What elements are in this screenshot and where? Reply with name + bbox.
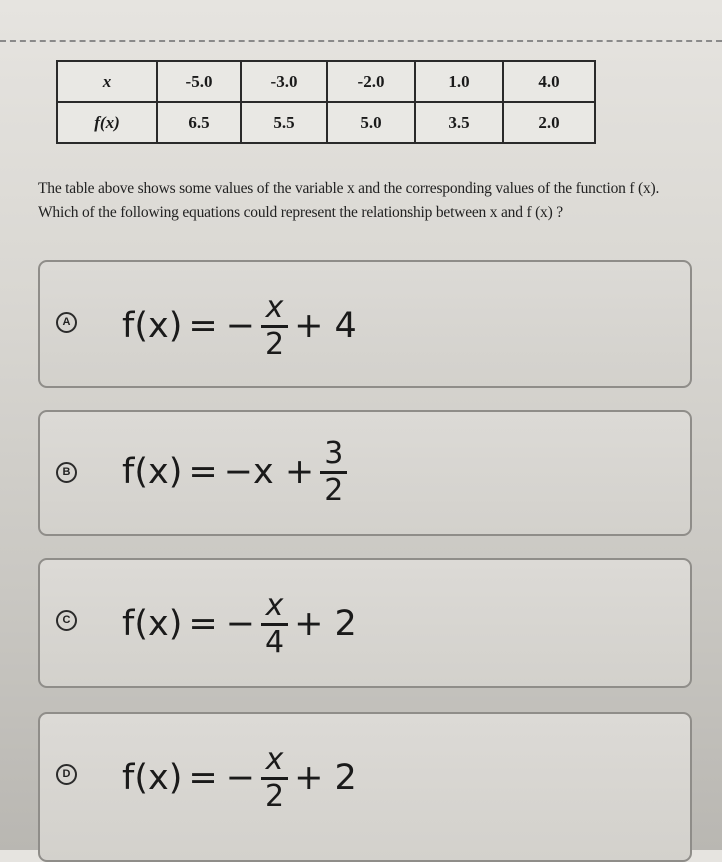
option-letter-d-icon: D — [56, 764, 77, 785]
question-line-2: Which of the following equations could represent the relationship between x and f (x) ? — [38, 204, 563, 221]
answer-option-a[interactable] — [38, 260, 692, 388]
question-line-1: The table above shows some values of the variable x and the corresponding values of the function f (x). — [38, 180, 660, 197]
fraction-numerator: x — [265, 289, 284, 325]
values-table — [56, 60, 596, 144]
formula-fraction — [261, 291, 288, 362]
option-d-formula — [122, 736, 357, 820]
formula-lhs: f(x) — [122, 604, 183, 644]
table-cell: 4.0 — [503, 61, 595, 102]
formula-lhs: f(x) — [122, 758, 183, 798]
fraction-numerator: x — [265, 587, 284, 623]
formula-tail: + 2 — [294, 758, 357, 798]
table-header-x: x — [57, 61, 157, 102]
formula-tail: + 4 — [294, 306, 357, 346]
table-cell: 3.5 — [415, 102, 503, 143]
answer-option-b[interactable] — [38, 410, 692, 536]
formula-equals: = — [188, 604, 218, 644]
formula-sign: − — [225, 604, 256, 644]
formula-sign: − — [225, 306, 256, 346]
table-cell: 6.5 — [157, 102, 241, 143]
formula-equals: = — [188, 452, 218, 492]
answer-option-d[interactable] — [38, 712, 692, 862]
fraction-denominator: 2 — [261, 777, 288, 814]
formula-sign: − — [225, 758, 256, 798]
table-header-fx: f(x) — [57, 102, 157, 143]
formula-fraction — [261, 589, 288, 660]
formula-tail: + 2 — [294, 604, 357, 644]
dashed-divider — [0, 40, 722, 42]
table-cell: -3.0 — [241, 61, 327, 102]
answer-option-c[interactable] — [38, 558, 692, 688]
option-letter-c-icon: C — [56, 610, 77, 631]
fraction-denominator: 4 — [261, 623, 288, 660]
formula-fraction — [261, 743, 288, 814]
formula-equals: = — [188, 306, 218, 346]
fraction-denominator: 2 — [261, 325, 288, 362]
option-letter-a-icon: A — [56, 312, 77, 333]
fraction-numerator: x — [265, 741, 284, 777]
option-letter-b-icon: B — [56, 462, 77, 483]
fraction-numerator: 3 — [324, 435, 344, 471]
formula-fraction — [320, 437, 347, 508]
table-row-x — [57, 61, 595, 102]
option-b-formula — [122, 430, 353, 514]
formula-lead: −x + — [223, 452, 315, 492]
formula-equals: = — [188, 758, 218, 798]
table-cell: -2.0 — [327, 61, 415, 102]
table-row-fx — [57, 102, 595, 143]
option-c-formula — [122, 582, 357, 666]
table-cell: -5.0 — [157, 61, 241, 102]
formula-lhs: f(x) — [122, 306, 183, 346]
table-cell: 5.0 — [327, 102, 415, 143]
fraction-denominator: 2 — [320, 471, 347, 508]
question-text — [38, 177, 718, 225]
table-cell: 2.0 — [503, 102, 595, 143]
table-cell: 1.0 — [415, 61, 503, 102]
option-a-formula — [122, 284, 357, 368]
table-cell: 5.5 — [241, 102, 327, 143]
formula-lhs: f(x) — [122, 452, 183, 492]
